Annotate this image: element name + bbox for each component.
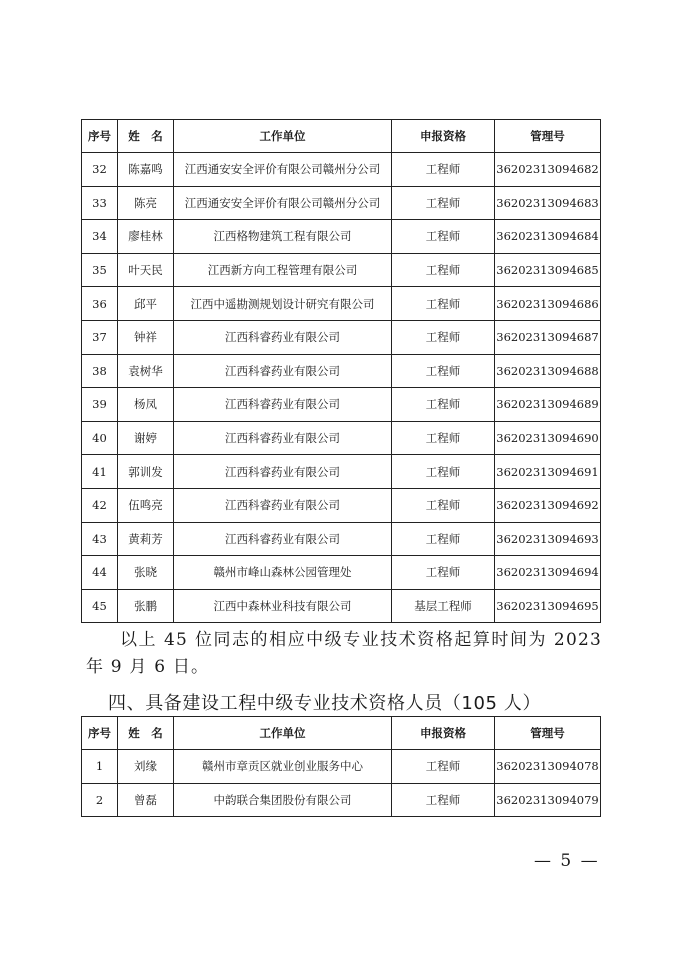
cell-employer: 江西科睿药业有限公司 [174, 455, 392, 489]
cell-qualification: 工程师 [392, 354, 495, 388]
cell-management-no: 36202313094687 [495, 320, 601, 354]
cell-index: 33 [82, 186, 118, 220]
cell-employer: 江西格物建筑工程有限公司 [174, 220, 392, 254]
table-row [82, 253, 601, 287]
table-row [82, 750, 601, 784]
table-header-row [82, 717, 601, 750]
table-row [82, 354, 601, 388]
cell-management-no: 36202313094693 [495, 522, 601, 556]
cell-index: 38 [82, 354, 118, 388]
cell-qualification: 工程师 [392, 421, 495, 455]
cell-management-no: 36202313094695 [495, 589, 601, 623]
cell-management-no: 36202313094688 [495, 354, 601, 388]
header-index: 序号 [82, 120, 118, 153]
cell-index: 32 [82, 153, 118, 187]
cell-employer: 赣州市峰山森林公园管理处 [174, 556, 392, 590]
cell-index: 34 [82, 220, 118, 254]
cell-qualification: 工程师 [392, 287, 495, 321]
cell-qualification: 工程师 [392, 750, 495, 784]
cell-name: 曾磊 [118, 783, 174, 817]
header-name: 姓 名 [118, 717, 174, 750]
cell-management-no: 36202313094683 [495, 186, 601, 220]
cell-employer: 江西中森林业科技有限公司 [174, 589, 392, 623]
cell-management-no: 36202313094079 [495, 783, 601, 817]
header-name: 姓 名 [118, 120, 174, 153]
qualification-table-1 [81, 119, 601, 623]
cell-management-no: 36202313094690 [495, 421, 601, 455]
cell-employer: 江西科睿药业有限公司 [174, 388, 392, 422]
paragraph-line-1: 以上 45 位同志的相应中级专业技术资格起算时间为 2023 [120, 630, 602, 650]
cell-index: 45 [82, 589, 118, 623]
cell-management-no: 36202313094694 [495, 556, 601, 590]
cell-management-no: 36202313094682 [495, 153, 601, 187]
cell-index: 1 [82, 750, 118, 784]
table-body [82, 153, 601, 623]
table-row [82, 522, 601, 556]
cell-management-no: 36202313094686 [495, 287, 601, 321]
header-employer: 工作单位 [174, 120, 392, 153]
cell-qualification: 工程师 [392, 153, 495, 187]
cell-name: 谢婷 [118, 421, 174, 455]
cell-name: 陈亮 [118, 186, 174, 220]
cell-qualification: 工程师 [392, 388, 495, 422]
cell-employer: 江西中遥勘测规划设计研究有限公司 [174, 287, 392, 321]
cell-name: 郭训发 [118, 455, 174, 489]
cell-employer: 江西科睿药业有限公司 [174, 488, 392, 522]
table-row [82, 421, 601, 455]
cell-index: 43 [82, 522, 118, 556]
cell-index: 39 [82, 388, 118, 422]
table-row [82, 287, 601, 321]
header-qualification: 申报资格 [392, 717, 495, 750]
cell-employer: 江西新方向工程管理有限公司 [174, 253, 392, 287]
cell-qualification: 工程师 [392, 253, 495, 287]
qualification-table-2 [81, 716, 601, 817]
cell-management-no: 36202313094684 [495, 220, 601, 254]
paragraph [86, 627, 602, 681]
cell-employer: 江西科睿药业有限公司 [174, 320, 392, 354]
cell-index: 41 [82, 455, 118, 489]
cell-management-no: 36202313094078 [495, 750, 601, 784]
table-row [82, 220, 601, 254]
table-row [82, 388, 601, 422]
cell-name: 伍鸣亮 [118, 488, 174, 522]
cell-name: 刘缘 [118, 750, 174, 784]
cell-name: 钟祥 [118, 320, 174, 354]
cell-qualification: 基层工程师 [392, 589, 495, 623]
cell-name: 陈嘉鸣 [118, 153, 174, 187]
cell-name: 杨凤 [118, 388, 174, 422]
table-row [82, 783, 601, 817]
cell-employer: 江西科睿药业有限公司 [174, 354, 392, 388]
table-row [82, 320, 601, 354]
header-qualification: 申报资格 [392, 120, 495, 153]
cell-index: 37 [82, 320, 118, 354]
cell-qualification: 工程师 [392, 186, 495, 220]
table-row [82, 589, 601, 623]
table-row [82, 488, 601, 522]
cell-employer: 江西通安安全评价有限公司赣州分公司 [174, 153, 392, 187]
header-employer: 工作单位 [174, 717, 392, 750]
cell-name: 邱平 [118, 287, 174, 321]
cell-qualification: 工程师 [392, 556, 495, 590]
cell-name: 袁树华 [118, 354, 174, 388]
cell-index: 44 [82, 556, 118, 590]
cell-qualification: 工程师 [392, 488, 495, 522]
cell-qualification: 工程师 [392, 320, 495, 354]
header-management-no: 管理号 [495, 717, 601, 750]
cell-qualification: 工程师 [392, 220, 495, 254]
table-body [82, 750, 601, 817]
cell-employer: 江西科睿药业有限公司 [174, 421, 392, 455]
cell-index: 42 [82, 488, 118, 522]
table-header-row [82, 120, 601, 153]
cell-management-no: 36202313094691 [495, 455, 601, 489]
cell-employer: 中韵联合集团股份有限公司 [174, 783, 392, 817]
cell-index: 35 [82, 253, 118, 287]
table-row [82, 556, 601, 590]
cell-name: 张鹏 [118, 589, 174, 623]
cell-qualification: 工程师 [392, 455, 495, 489]
cell-name: 张晓 [118, 556, 174, 590]
cell-index: 36 [82, 287, 118, 321]
paragraph-line-2: 年 9 月 6 日。 [86, 657, 210, 677]
cell-index: 2 [82, 783, 118, 817]
cell-name: 廖桂林 [118, 220, 174, 254]
cell-name: 叶天民 [118, 253, 174, 287]
header-management-no: 管理号 [495, 120, 601, 153]
section-heading: 四、具备建设工程中级专业技术资格人员（105 人） [108, 693, 542, 714]
table-row [82, 455, 601, 489]
cell-name: 黄莉芳 [118, 522, 174, 556]
table-row [82, 153, 601, 187]
cell-index: 40 [82, 421, 118, 455]
cell-qualification: 工程师 [392, 783, 495, 817]
cell-employer: 江西科睿药业有限公司 [174, 522, 392, 556]
cell-employer: 江西通安安全评价有限公司赣州分公司 [174, 186, 392, 220]
cell-management-no: 36202313094689 [495, 388, 601, 422]
table-row [82, 186, 601, 220]
page-number: — 5 — [534, 851, 600, 871]
cell-management-no: 36202313094692 [495, 488, 601, 522]
cell-management-no: 36202313094685 [495, 253, 601, 287]
cell-qualification: 工程师 [392, 522, 495, 556]
cell-employer: 赣州市章贡区就业创业服务中心 [174, 750, 392, 784]
header-index: 序号 [82, 717, 118, 750]
